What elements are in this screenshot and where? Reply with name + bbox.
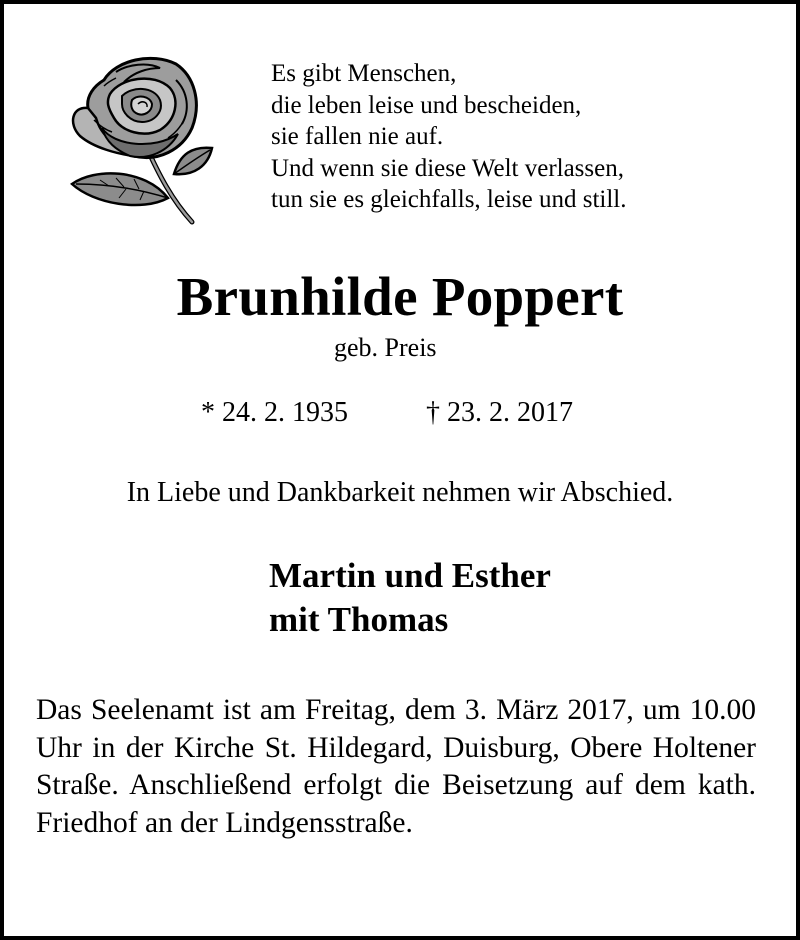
deceased-name: Brunhilde Poppert — [176, 266, 624, 327]
poem-line: sie fallen nie auf. — [271, 123, 444, 150]
family-signature — [269, 554, 551, 642]
poem-line: tun sie es gleichfalls, leise und still. — [271, 186, 627, 213]
farewell-text: In Liebe und Dankbarkeit nehmen wir Abschied. — [126, 477, 674, 508]
service-details: Das Seelenamt ist am Freitag, dem 3. März 2017, um 10.00 Uhr in der Kirche St. Hildegard, Duisburg, Obere Holtener Straße. Anschließend erfolgt die Beisetzung auf dem kath. Friedhof an der Lindgensstraße. — [36, 694, 756, 839]
death-date: † 23. 2. 2017 — [426, 397, 573, 428]
maiden-name: geb. Preis — [334, 333, 437, 362]
poem-line: die leben leise und bescheiden, — [271, 91, 582, 119]
family-line: Martin und Esther — [269, 556, 551, 595]
poem-line: Und wenn sie diese Welt verlassen, — [271, 154, 624, 182]
rose-icon — [64, 50, 214, 226]
birth-date: * 24. 2. 1935 — [201, 397, 348, 428]
poem-line: Es gibt Menschen, — [271, 60, 457, 87]
family-line: mit Thomas — [269, 600, 449, 639]
poem — [271, 58, 627, 216]
